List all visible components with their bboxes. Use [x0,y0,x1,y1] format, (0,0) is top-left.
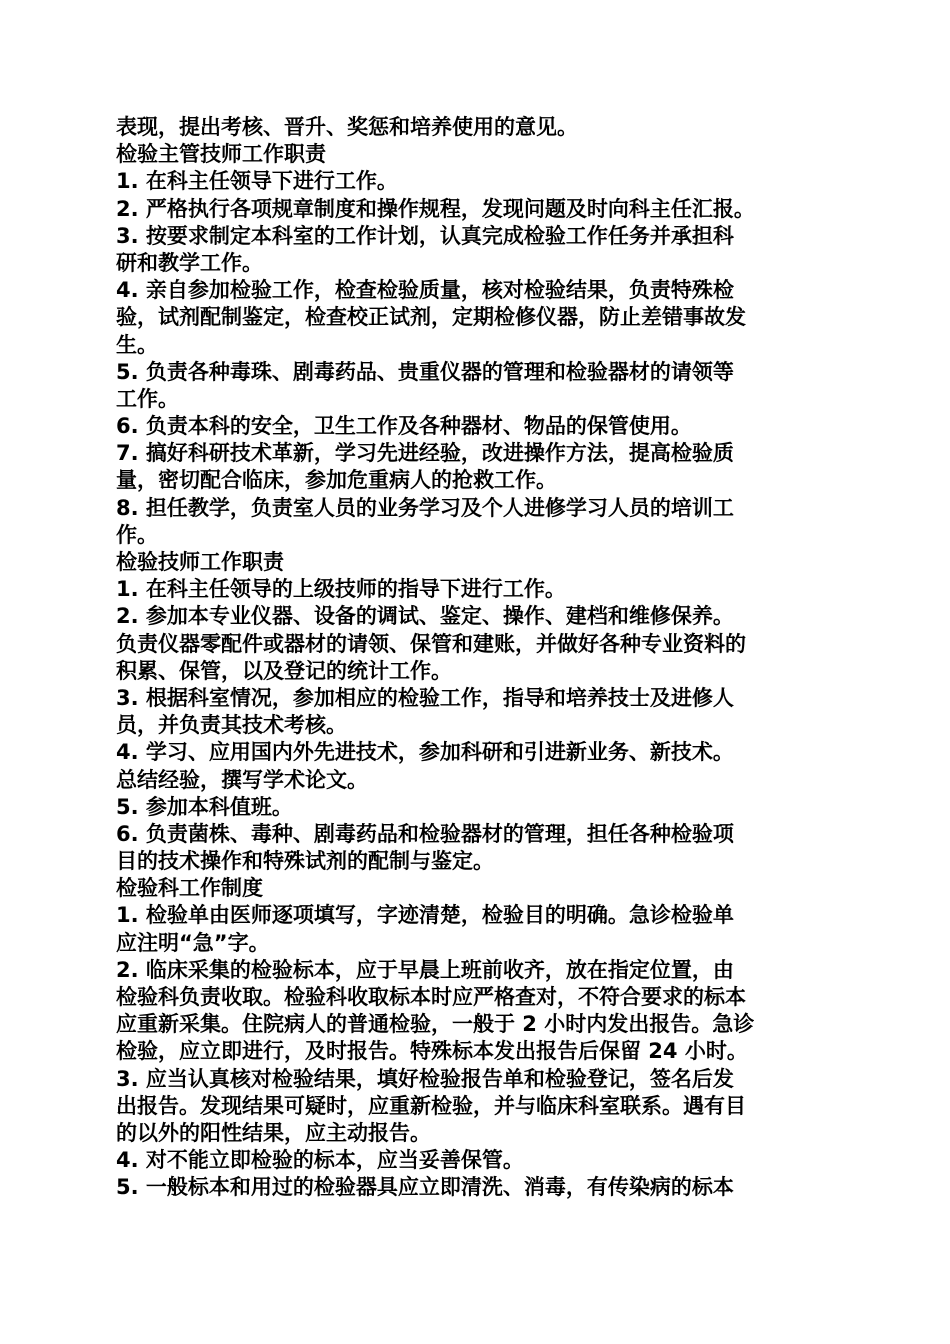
text-line: 出报告。发现结果可疑时，应重新检验，并与临床科室联系。遇有目 [116,1093,746,1118]
text-line: 2. 临床采集的检验标本，应于早晨上班前收齐，放在指定位置，由 [116,957,734,982]
text-line: 5. 一般标本和用过的检验器具应立即清洗、消毒，有传染病的标本 [116,1175,734,1200]
text-line: 目的技术操作和特殊试剂的配制与鉴定。 [116,849,494,874]
text-line: 3. 应当认真核对检验结果，填好检验报告单和检验登记，签名后发 [116,1066,734,1091]
text-line: 1. 在科主任领导的上级技师的指导下进行工作。 [116,577,566,602]
text-line: 总结经验，撰写学术论文。 [116,767,368,792]
text-line: 检验科负责收取。检验科收取标本时应严格查对，不符合要求的标本 [116,985,746,1009]
text-line: 3. 按要求制定本科室的工作计划，认真完成检验工作任务并承担科 [116,223,734,248]
text-line: 4. 学习、应用国内外先进技术，参加科研和引进新业务、新技术。 [116,740,734,765]
text-line: 表现，提出考核、晋升、奖惩和培养使用的意见。 [116,115,578,139]
text-line: 研和教学工作。 [116,250,263,275]
text-line: 检验，应立即进行，及时报告。特殊标本发出报告后保留 24 小时。 [116,1039,748,1064]
text-line: 1. 检验单由医师逐项填写，字迹清楚，检验目的明确。急诊检验单 [116,903,734,928]
text-line: 应重新采集。住院病人的普通检验，一般于 2 小时内发出报告。急诊 [116,1012,755,1037]
text-line: 工作。 [116,386,179,411]
text-line: 1. 在科主任领导下进行工作。 [116,169,398,194]
text-line: 8. 担任教学，负责室人员的业务学习及个人进修学习人员的培训工 [116,495,734,520]
section-heading-technician-duties: 检验技师工作职责 [116,550,284,574]
text-line: 7. 搞好科研技术革新，学习先进经验，改进操作方法，提高检验质 [116,441,734,466]
text-line: 作。 [116,522,158,547]
document-body [116,114,838,1202]
text-line: 量，密切配合临床，参加危重病人的抢救工作。 [116,468,557,493]
text-line: 5. 参加本科值班。 [116,794,293,819]
text-line: 积累、保管，以及登记的统计工作。 [116,658,452,683]
text-line: 应注明“急”字。 [116,930,270,955]
section-heading-chief-technician-duties: 检验主管技师工作职责 [116,142,326,167]
text-line: 2. 严格执行各项规章制度和操作规程，发现问题及时向科主任汇报。 [116,196,755,221]
text-line: 6. 负责菌株、毒种、剧毒药品和检验器材的管理，担任各种检验项 [116,821,734,846]
text-line: 2. 参加本专业仪器、设备的调试、鉴定、操作、建档和维修保养。 [116,604,734,629]
text-line: 4. 亲自参加检验工作，检查检验质量，核对检验结果，负责特殊检 [116,278,734,303]
text-line: 3. 根据科室情况，参加相应的检验工作，指导和培养技士及进修人 [116,685,734,710]
text-line: 的以外的阳性结果，应主动报告。 [116,1120,431,1145]
text-line: 生。 [116,332,158,357]
text-line: 4. 对不能立即检验的标本，应当妥善保管。 [116,1148,524,1173]
section-heading-lab-rules: 检验科工作制度 [116,876,263,901]
text-line: 验，试剂配制鉴定，检查校正试剂，定期检修仪器，防止差错事故发 [116,305,746,330]
text-line: 负责仪器零配件或器材的请领、保管和建账，并做好各种专业资料的 [116,631,746,656]
text-line: 5. 负责各种毒珠、剧毒药品、贵重仪器的管理和检验器材的请领等 [116,359,734,384]
text-line: 6. 负责本科的安全，卫生工作及各种器材、物品的保管使用。 [116,414,692,439]
text-line: 员，并负责其技术考核。 [116,713,347,738]
